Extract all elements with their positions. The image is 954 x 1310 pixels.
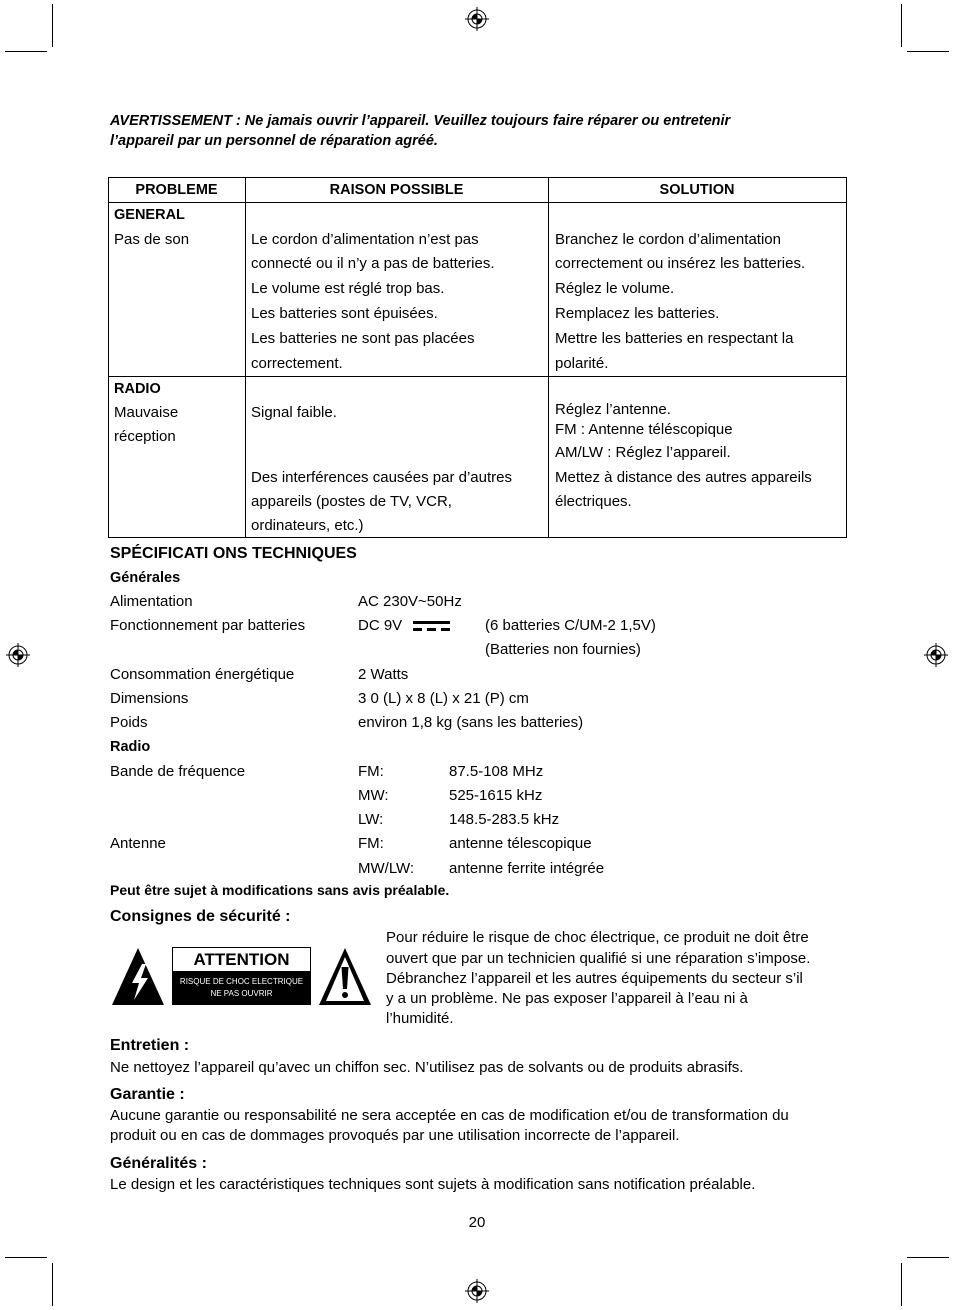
specs-note: Peut être sujet à modifications sans avis préalable.: [110, 882, 450, 898]
safety-text-line: y a un problème. Ne pas exposer l’appareil à l’eau ni à: [386, 990, 748, 1007]
table-solution: Mettre les batteries en respectant la: [555, 330, 794, 347]
registration-mark-icon: [923, 642, 949, 668]
table-problem: Pas de son: [114, 231, 190, 248]
safety-text-line: ouvert que par un technicien qualifié si une réparation s’impose.: [386, 950, 811, 967]
lightning-warning-icon: [111, 947, 165, 1006]
table-header-problem: PROBLEME: [135, 182, 218, 198]
spec-battery-detail: (6 batteries C/UM-2 1,5V): [485, 617, 656, 634]
spec-battery-detail: (Batteries non fournies): [485, 641, 641, 658]
warning-line-2: l’appareil par un personnel de réparation agréé.: [110, 133, 438, 149]
spec-band-range: 148.5-283.5 kHz: [449, 811, 560, 828]
spec-label-battery: Fonctionnement par batteries: [110, 617, 306, 634]
specs-general-heading: Générales: [110, 570, 181, 586]
spec-band: FM:: [358, 835, 384, 852]
warranty-heading: Garantie :: [110, 1086, 185, 1103]
attention-title: ATTENTION: [172, 947, 311, 972]
spec-band: MW:: [358, 787, 389, 804]
warning-line-1: AVERTISSEMENT : Ne jamais ouvrir l’appareil. Veuillez toujours faire réparer ou entretenir: [110, 113, 731, 129]
table-header-divider: [108, 202, 847, 203]
table-reason: Les batteries ne sont pas placées: [251, 330, 475, 347]
spec-value-power: AC 230V~50Hz: [358, 593, 462, 610]
table-solution: AM/LW : Réglez l’appareil.: [555, 444, 731, 461]
spec-band-range: 87.5-108 MHz: [449, 763, 544, 780]
crop-mark-top-right-horizontal: [907, 51, 949, 52]
specs-radio-heading: Radio: [110, 739, 151, 755]
exclamation-warning-icon: [318, 947, 372, 1006]
maintenance-text: Ne nettoyez l’appareil qu’avec un chiffon sec. N’utilisez pas de solvants ou de produits abrasifs.: [110, 1059, 744, 1076]
spec-value-consumption: 2 Watts: [358, 666, 409, 683]
safety-text-line: Pour réduire le risque de choc électrique, ce produit ne doit être: [386, 929, 809, 946]
table-reason: ordinateurs, etc.): [251, 517, 364, 534]
dc-current-icon: [413, 620, 451, 632]
spec-label-frequency: Bande de fréquence: [110, 763, 246, 780]
safety-heading: Consignes de sécurité :: [110, 908, 291, 925]
table-reason: Les batteries sont épuisées.: [251, 305, 438, 322]
spec-band: LW:: [358, 811, 384, 828]
safety-text-line: Débranchez l’appareil et les autres équipements du secteur s’il: [386, 970, 803, 987]
crop-mark-top-right-vertical: [901, 4, 902, 47]
attention-label: [172, 947, 311, 1005]
specs-title: SPÉCIFICATI ONS TECHNIQUES: [110, 545, 357, 562]
spec-label-consumption: Consommation énergétique: [110, 666, 295, 683]
general-info-heading: Généralités :: [110, 1155, 207, 1172]
dc-dash: [413, 628, 422, 631]
attention-warning-line: RISQUE DE CHOC ELECTRIQUE: [179, 977, 304, 986]
registration-mark-icon: [5, 642, 31, 668]
table-solution: Remplacez les batteries.: [555, 305, 720, 322]
warranty-text-line: Aucune garantie ou responsabilité ne sera acceptée en cas de modification et/ou de transformation du: [110, 1107, 789, 1124]
table-reason: Des interférences causées par d’autres: [251, 469, 512, 486]
table-reason: Signal faible.: [251, 404, 337, 421]
dc-solid-line: [413, 621, 450, 624]
attention-warning-text: [172, 972, 311, 1005]
table-reason: appareils (postes de TV, VCR,: [251, 493, 452, 510]
crop-mark-bottom-right-horizontal: [907, 1257, 949, 1258]
table-solution: correctement ou insérez les batteries.: [555, 255, 806, 272]
table-category-radio: RADIO: [114, 381, 161, 397]
spec-value-battery: DC 9V: [358, 617, 403, 634]
table-problem: Mauvaise: [114, 404, 179, 421]
table-solution: FM : Antenne téléscopique: [555, 421, 733, 438]
spec-label-weight: Poids: [110, 714, 148, 731]
table-reason: correctement.: [251, 355, 343, 372]
spec-band: FM:: [358, 763, 384, 780]
spec-antenna-type: antenne télescopique: [449, 835, 592, 852]
table-category-general: GENERAL: [114, 207, 185, 223]
dc-dash: [441, 628, 450, 631]
spec-label-power: Alimentation: [110, 593, 193, 610]
crop-mark-top-left-horizontal: [5, 51, 47, 52]
spec-label-antenna: Antenne: [110, 835, 166, 852]
safety-text-line: l’humidité.: [386, 1010, 454, 1027]
crop-mark-top-left-vertical: [52, 4, 53, 47]
table-solution: Branchez le cordon d’alimentation: [555, 231, 781, 248]
spec-value-dimensions: 3 0 (L) x 8 (L) x 21 (P) cm: [358, 690, 529, 707]
table-header-reason: RAISON POSSIBLE: [329, 182, 464, 198]
dc-dash: [427, 628, 436, 631]
crop-mark-bottom-left-vertical: [52, 1263, 53, 1306]
table-header-solution: SOLUTION: [659, 182, 735, 198]
crop-mark-bottom-right-vertical: [901, 1263, 902, 1306]
spec-band: MW/LW:: [358, 860, 415, 877]
table-solution: Réglez le volume.: [555, 280, 675, 297]
table-section-divider: [108, 376, 847, 377]
registration-mark-icon: [464, 1278, 490, 1304]
spec-antenna-type: antenne ferrite intégrée: [449, 860, 605, 877]
maintenance-heading: Entretien :: [110, 1037, 190, 1054]
registration-mark-icon: [464, 6, 490, 32]
table-column-divider: [548, 177, 549, 538]
table-reason: connecté ou il n’y a pas de batteries.: [251, 255, 495, 272]
table-problem: réception: [114, 428, 176, 445]
warranty-text-line: produit ou en cas de dommages provoqués par une utilisation incorrecte de l’appareil.: [110, 1127, 680, 1144]
table-reason: Le volume est réglé trop bas.: [251, 280, 445, 297]
spec-value-weight: environ 1,8 kg (sans les batteries): [358, 714, 584, 731]
table-solution: polarité.: [555, 355, 609, 372]
table-reason: Le cordon d’alimentation n’est pas: [251, 231, 479, 248]
general-info-text: Le design et les caractéristiques techniques sont sujets à modification sans notification préalable.: [110, 1176, 756, 1193]
page-number: 20: [468, 1214, 486, 1231]
crop-mark-bottom-left-horizontal: [5, 1257, 47, 1258]
table-solution: Réglez l’antenne.: [555, 401, 671, 418]
table-solution: électriques.: [555, 493, 632, 510]
spec-band-range: 525-1615 kHz: [449, 787, 543, 804]
spec-label-dimensions: Dimensions: [110, 690, 189, 707]
attention-warning-line: NE PAS OUVRIR: [210, 989, 273, 998]
table-solution: Mettez à distance des autres appareils: [555, 469, 812, 486]
table-column-divider: [245, 177, 246, 538]
